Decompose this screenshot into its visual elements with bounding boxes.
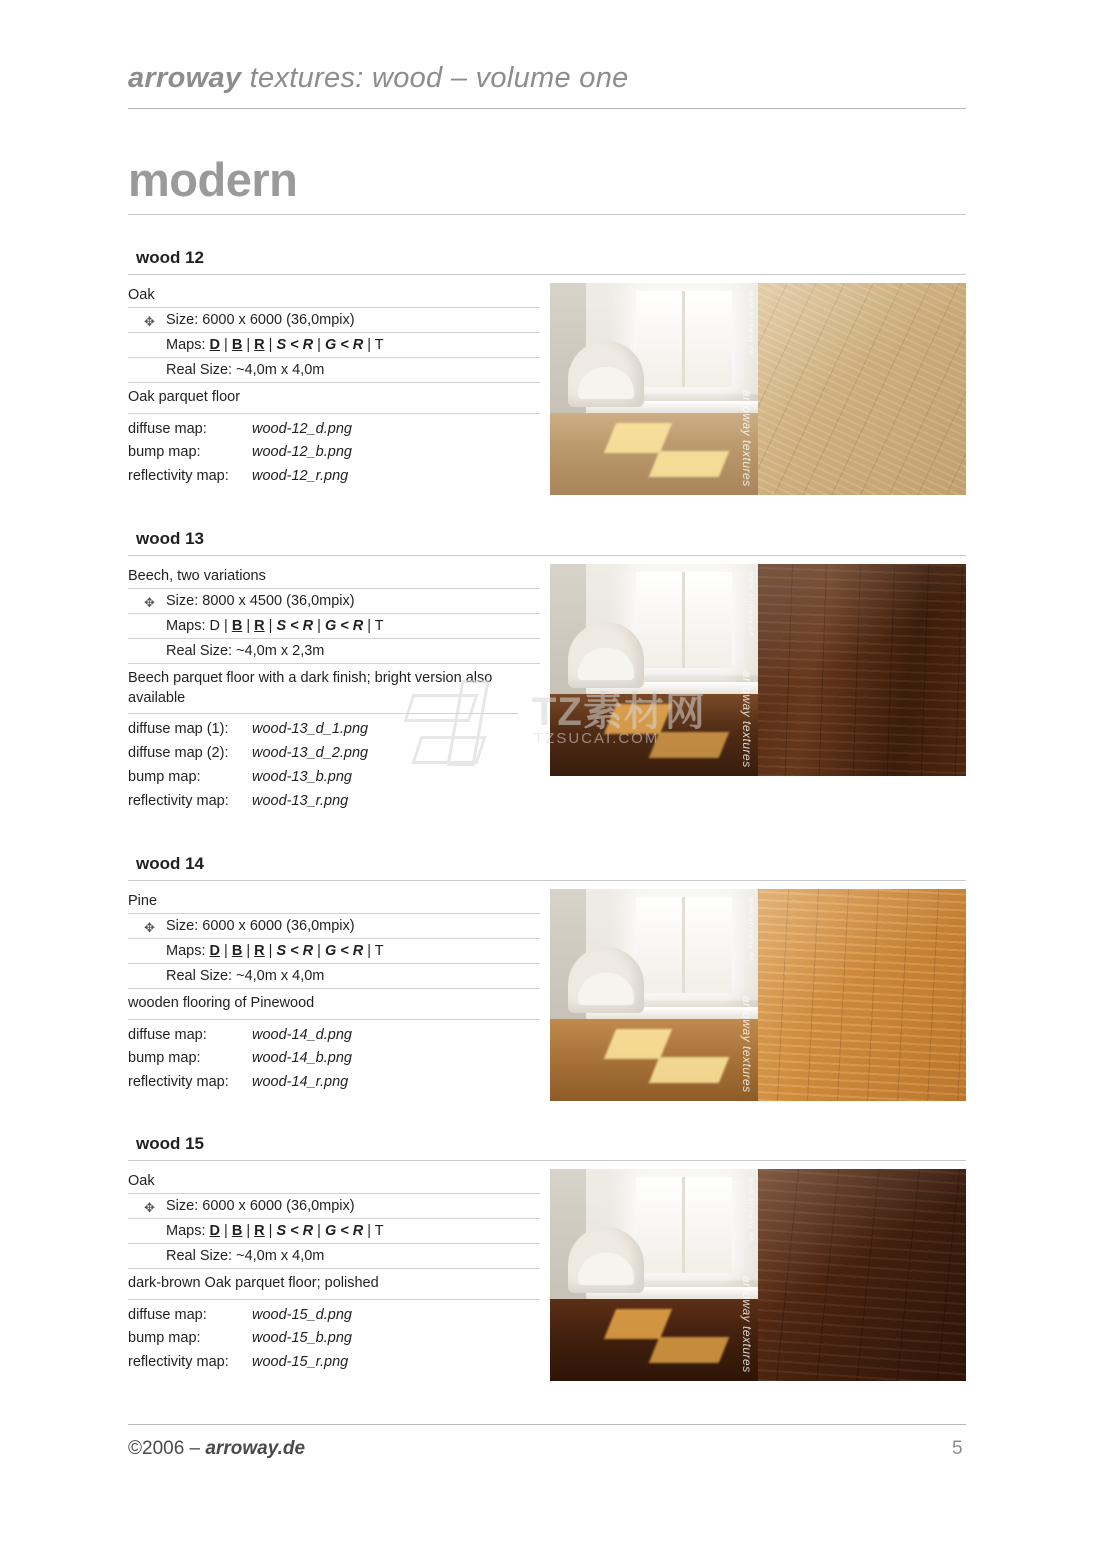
size-label: Size: 6000 x 6000 (36,0mpix) xyxy=(166,1198,355,1214)
size-label: Size: 8000 x 4500 (36,0mpix) xyxy=(166,593,355,609)
file-name: wood-13_b.png xyxy=(252,768,352,785)
image-side-url: www.arroway.de xyxy=(747,897,754,962)
entry-title-divider xyxy=(128,274,966,275)
entry-file-list xyxy=(128,1024,540,1096)
header-divider xyxy=(128,108,966,109)
file-name: wood-13_r.png xyxy=(252,792,349,809)
file-row xyxy=(128,441,540,465)
entry-images xyxy=(550,1169,966,1381)
texture-swatch-image xyxy=(758,283,966,495)
file-label: reflectivity map: xyxy=(128,1074,229,1091)
size-label: Size: 6000 x 6000 (36,0mpix) xyxy=(166,918,355,934)
entry-body xyxy=(128,283,966,501)
entry-title-divider xyxy=(128,1160,966,1161)
maps-prefix: Maps: xyxy=(166,1223,210,1239)
texture-entry xyxy=(128,1134,966,1387)
file-name: wood-15_b.png xyxy=(252,1330,352,1347)
footer-domain: arroway.de xyxy=(205,1438,306,1459)
resize-arrows-icon: ✥ xyxy=(144,1200,155,1215)
file-name: wood-12_d.png xyxy=(252,420,352,437)
brand-name: arroway xyxy=(128,62,242,94)
file-label: bump map: xyxy=(128,1050,201,1067)
room-render-image xyxy=(550,564,758,776)
file-name: wood-14_b.png xyxy=(252,1050,352,1067)
size-row xyxy=(128,1194,540,1219)
maps-prefix: Maps: xyxy=(166,943,210,959)
entry-body xyxy=(128,564,966,824)
size-row xyxy=(128,308,540,333)
image-side-brand: arroway textures xyxy=(740,671,754,768)
resize-arrows-icon: ✥ xyxy=(144,314,155,329)
size-row xyxy=(128,589,540,614)
wood-type-row: Pine xyxy=(128,889,540,914)
entry-title: wood 13 xyxy=(136,529,205,548)
entry-title: wood 14 xyxy=(136,854,205,873)
size-label: Size: 6000 x 6000 (36,0mpix) xyxy=(166,312,355,328)
texture-swatch-image xyxy=(758,1169,966,1381)
room-render-image xyxy=(550,889,758,1101)
file-row xyxy=(128,465,540,489)
file-label: diffuse map: xyxy=(128,1026,207,1043)
real-size-row: Real Size: ~4,0m x 2,3m xyxy=(128,639,540,664)
size-row xyxy=(128,914,540,939)
file-name: wood-15_r.png xyxy=(252,1354,349,1371)
entry-description: wooden flooring of Pinewood xyxy=(128,989,540,1020)
entry-spec-list xyxy=(128,283,540,489)
header-title xyxy=(128,62,966,95)
image-side-url: www.arroway.de xyxy=(747,572,754,637)
image-side-url: www.arroway.de xyxy=(747,291,754,356)
wood-type-row: Beech, two variations xyxy=(128,564,540,589)
file-row xyxy=(128,418,540,442)
entry-spec-list xyxy=(128,564,540,814)
file-row xyxy=(128,790,540,814)
maps-row: Maps: D | B | R | S < R | G < R | T xyxy=(128,939,540,964)
file-row xyxy=(128,1047,540,1071)
wood-type-row: Oak xyxy=(128,1169,540,1194)
file-name: wood-15_d.png xyxy=(252,1306,352,1323)
watermark-subtext: TZSUCAI.COM xyxy=(534,730,660,747)
room-render-image xyxy=(550,283,758,495)
maps-row: Maps: D | B | R | S < R | G < R | T xyxy=(128,614,540,639)
file-label: diffuse map: xyxy=(128,1306,207,1323)
wood-type-row: Oak xyxy=(128,283,540,308)
real-size-row: Real Size: ~4,0m x 4,0m xyxy=(128,358,540,383)
entry-images xyxy=(550,889,966,1101)
section-title: modern xyxy=(128,153,298,206)
entry-title-divider xyxy=(128,555,966,556)
file-row xyxy=(128,1024,540,1048)
file-name: wood-12_b.png xyxy=(252,444,352,461)
footer-copyright xyxy=(128,1438,305,1460)
page-number: 5 xyxy=(952,1438,963,1459)
entry-description: Beech parquet floor with a dark finish; bright version also available xyxy=(128,664,518,714)
file-label: diffuse map: xyxy=(128,420,207,437)
entry-spec-list xyxy=(128,889,540,1095)
entry-images xyxy=(550,564,966,776)
entry-images xyxy=(550,283,966,495)
file-name: wood-14_r.png xyxy=(252,1074,349,1091)
header-subtitle: textures: wood – volume one xyxy=(241,62,629,94)
texture-swatch-image xyxy=(758,889,966,1101)
file-row xyxy=(128,1327,540,1351)
real-size-row: Real Size: ~4,0m x 4,0m xyxy=(128,1244,540,1269)
file-label: reflectivity map: xyxy=(128,792,229,809)
image-side-brand: arroway textures xyxy=(740,1276,754,1373)
resize-arrows-icon: ✥ xyxy=(144,920,155,935)
resize-arrows-icon: ✥ xyxy=(144,595,155,610)
entry-description: Oak parquet floor xyxy=(128,383,540,414)
file-label: reflectivity map: xyxy=(128,468,229,485)
file-row xyxy=(128,718,540,742)
file-label: diffuse map (2): xyxy=(128,745,229,762)
entry-description: dark-brown Oak parquet floor; polished xyxy=(128,1269,540,1300)
image-side-url: www.arroway.de xyxy=(747,1177,754,1242)
entry-file-list xyxy=(128,418,540,490)
file-row xyxy=(128,766,540,790)
file-label: reflectivity map: xyxy=(128,1354,229,1371)
file-name: wood-13_d_1.png xyxy=(252,721,369,738)
entry-title-divider xyxy=(128,880,966,881)
maps-row: Maps: D | B | R | S < R | G < R | T xyxy=(128,1219,540,1244)
file-name: wood-12_r.png xyxy=(252,468,349,485)
file-label: bump map: xyxy=(128,1330,201,1347)
entry-spec-list xyxy=(128,1169,540,1375)
texture-entry xyxy=(128,529,966,824)
file-row xyxy=(128,1071,540,1095)
room-render-image xyxy=(550,1169,758,1381)
image-side-brand: arroway textures xyxy=(740,390,754,487)
file-label: bump map: xyxy=(128,768,201,785)
file-label: diffuse map (1): xyxy=(128,721,229,738)
file-name: wood-13_d_2.png xyxy=(252,745,369,762)
file-row xyxy=(128,1351,540,1375)
section-title-divider xyxy=(128,214,966,215)
maps-prefix: Maps: xyxy=(166,618,210,634)
file-row xyxy=(128,1304,540,1328)
watermark-text: TZ素材网 xyxy=(532,690,706,734)
maps-row: Maps: D | B | R | S < R | G < R | T xyxy=(128,333,540,358)
real-size-row: Real Size: ~4,0m x 4,0m xyxy=(128,964,540,989)
texture-entry xyxy=(128,248,966,501)
entry-file-list xyxy=(128,718,540,814)
file-label: bump map: xyxy=(128,444,201,461)
entry-title: wood 12 xyxy=(136,248,205,267)
maps-prefix: Maps: xyxy=(166,337,210,353)
texture-entry xyxy=(128,854,966,1107)
entry-body xyxy=(128,1169,966,1387)
footer-divider xyxy=(128,1424,966,1425)
entry-title: wood 15 xyxy=(136,1134,205,1153)
file-name: wood-14_d.png xyxy=(252,1026,352,1043)
texture-swatch-image xyxy=(758,564,966,776)
image-side-brand: arroway textures xyxy=(740,996,754,1093)
file-row xyxy=(128,742,540,766)
entry-file-list xyxy=(128,1304,540,1376)
page-header xyxy=(128,62,966,95)
entry-body xyxy=(128,889,966,1107)
copyright-text: ©2006 – xyxy=(128,1438,206,1459)
